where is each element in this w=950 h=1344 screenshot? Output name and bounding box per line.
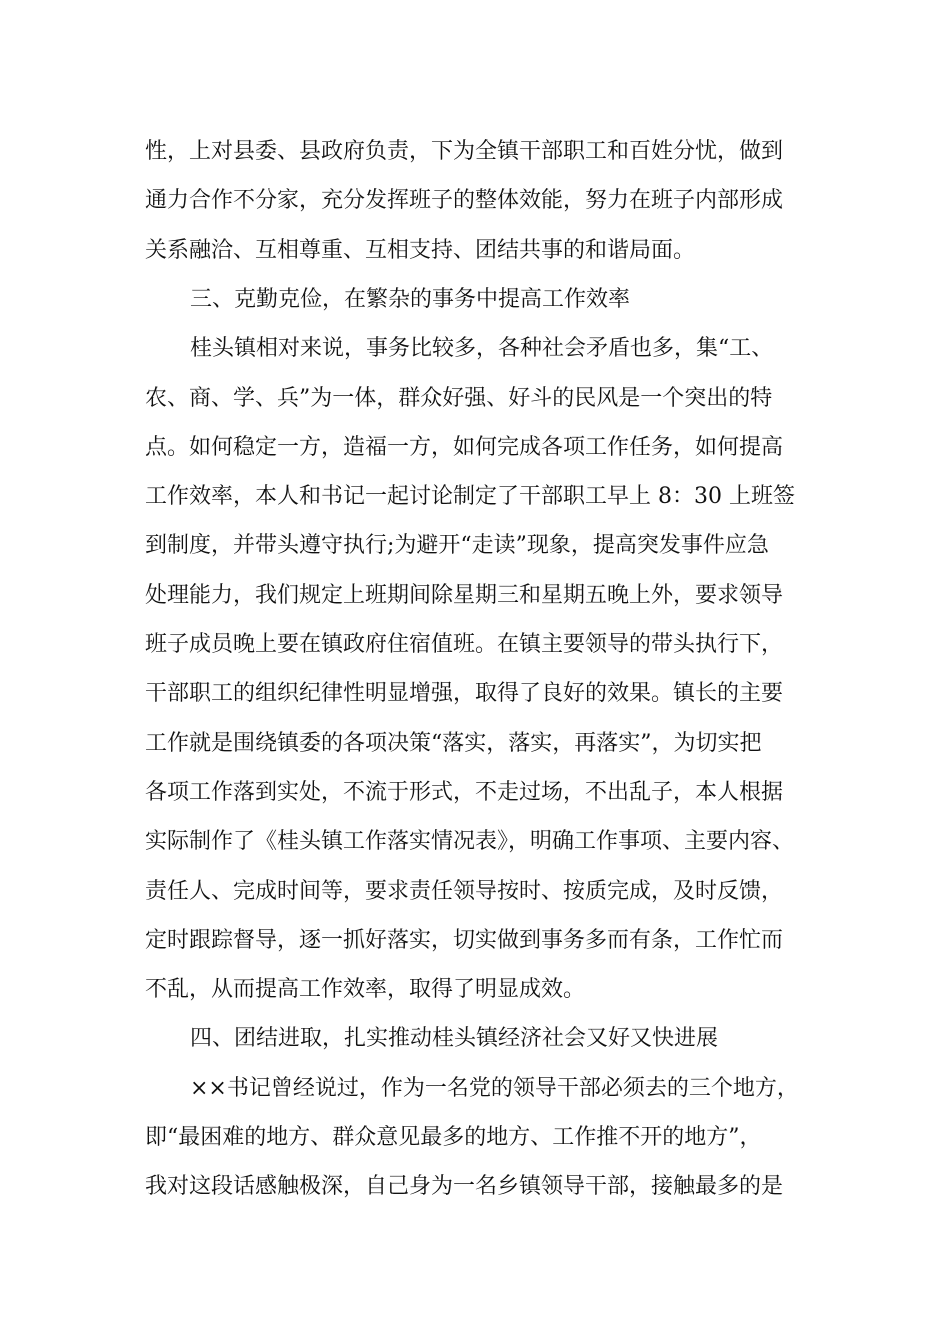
text-line: 桂头镇相对来说，事务比较多，各种社会矛盾也多，集“工、 <box>190 336 774 362</box>
text-line: 工作效率，本人和书记一起讨论制定了干部职工早上 8：30 上班签 <box>145 484 795 510</box>
text-line: 性，上对县委、县政府负责，下为全镇干部职工和百姓分忧，做到 <box>145 139 784 164</box>
text-line: 各项工作落到实处，不流于形式，不走过场，不出乱子，本人根据 <box>145 779 784 805</box>
text-line: 关系融洽、互相尊重、互相支持、团结共事的和谐局面。 <box>145 237 696 263</box>
text-line: 到制度，并带头遵守执行;为避开“走读”现象，提高突发事件应急 <box>145 533 769 559</box>
text-line: 我对这段话感触极深，自己身为一名乡镇领导干部，接触最多的是 <box>145 1174 784 1200</box>
text-line: 处理能力，我们规定上班期间除星期三和星期五晚上外，要求领导 <box>145 582 784 608</box>
text-line: 点。如何稳定一方，造福一方，如何完成各项工作任务，如何提高 <box>145 434 784 460</box>
section-heading: 三、克勤克俭，在繁杂的事务中提高工作效率 <box>190 286 631 312</box>
text-line: 农、商、学、兵”为一体，群众好强、好斗的民风是一个突出的特 <box>145 385 773 411</box>
text-line: 工作就是围绕镇委的各项决策“落实，落实，再落实”，为切实把 <box>145 730 762 756</box>
text-line: 班子成员晚上要在镇政府住宿值班。在镇主要领导的带头执行下， <box>145 632 784 657</box>
text-line: 干部职工的组织纪律性明显增强，取得了良好的效果。镇长的主要 <box>145 681 784 707</box>
text-line: 通力合作不分家，充分发挥班子的整体效能，努力在班子内部形成 <box>145 188 784 214</box>
text-line: 不乱，从而提高工作效率，取得了明显成效。 <box>145 977 586 1003</box>
text-line: 即“最困难的地方、群众意见最多的地方、工作推不开的地方”， <box>145 1125 762 1150</box>
section-heading: 四、团结进取，扎实推动桂头镇经济社会又好又快进展 <box>190 1026 719 1052</box>
text-line: 责任人、完成时间等，要求责任领导按时、按质完成，及时反馈， <box>145 878 784 904</box>
text-line: 实际制作了《桂头镇工作落实情况表》，明确工作事项、主要内容、 <box>145 829 795 855</box>
text-line: ××书记曾经说过，作为一名党的领导干部必须去的三个地方， <box>190 1075 799 1101</box>
text-line: 定时跟踪督导，逐一抓好落实，切实做到事务多而有条，工作忙而 <box>145 927 784 953</box>
